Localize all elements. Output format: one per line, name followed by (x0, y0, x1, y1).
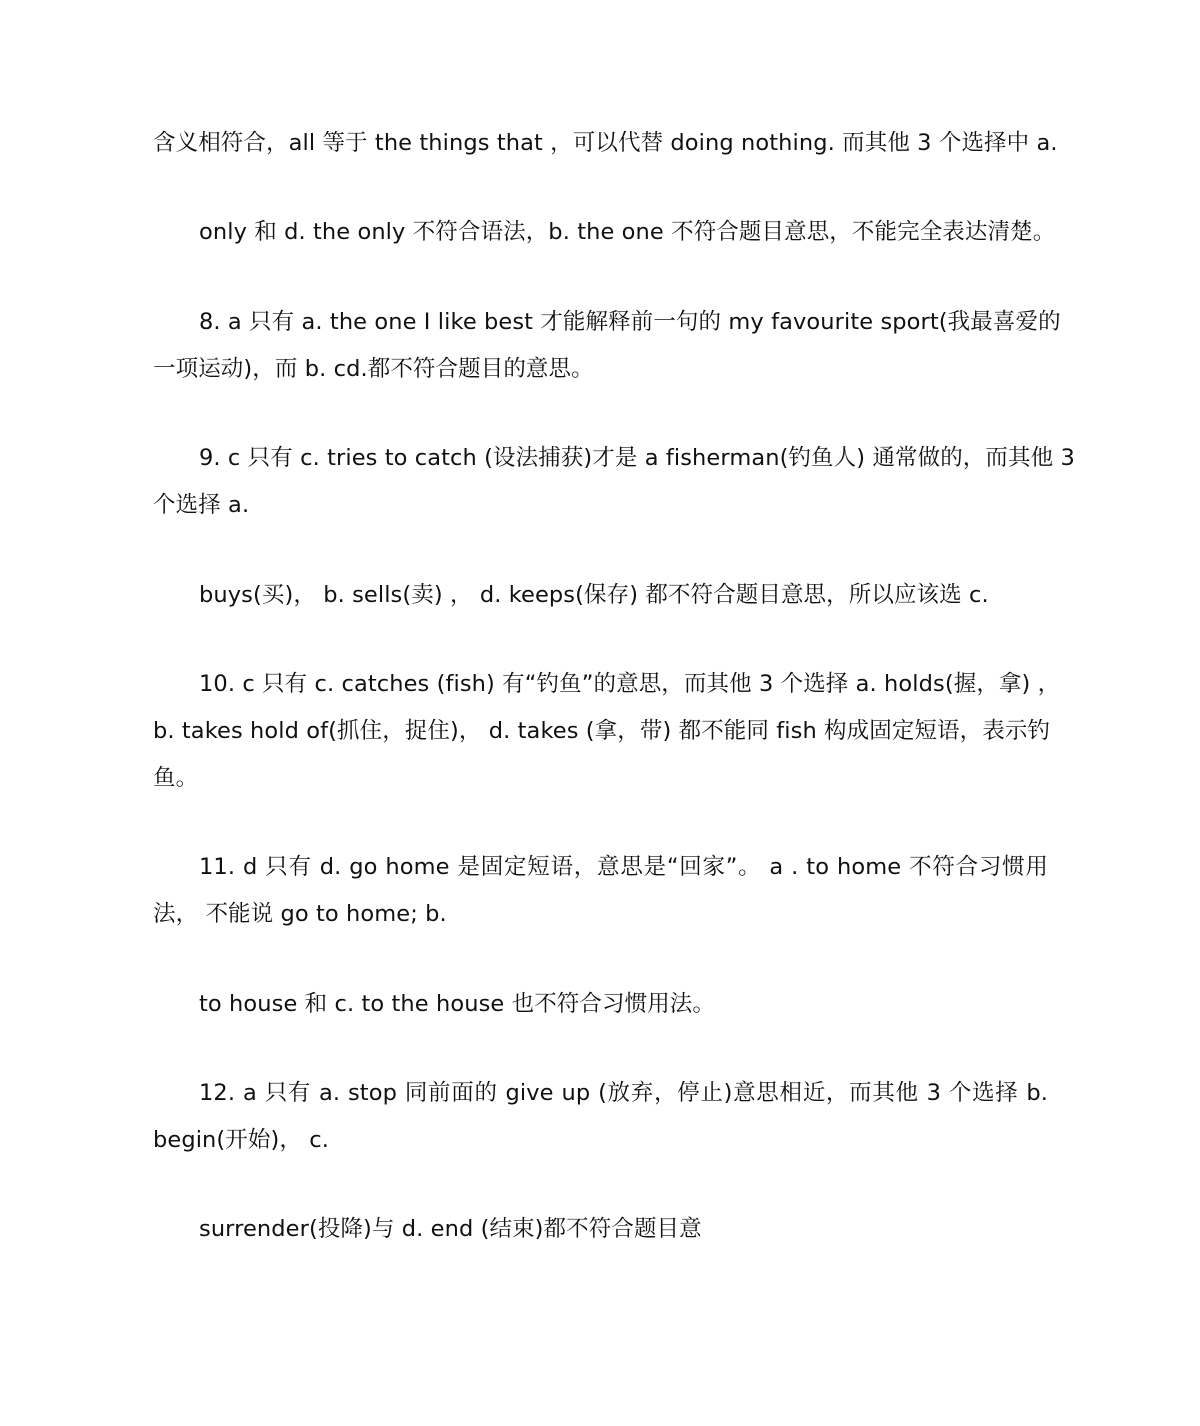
text-line-3: 8. a 只有 a. the one I like best 才能解释前一句的 my favourite sport(我最喜爱的 (199, 309, 1061, 335)
text-line-5: 9. c 只有 c. tries to catch (设法捕获)才是 a fisherman(钓鱼人) 通常做的，而其他 3 (199, 445, 1075, 471)
text-line-9: b. takes hold of(抓住，捉住)， d. takes (拿，带) 都不能同 fish 构成固定短语，表示钓 (153, 718, 1051, 744)
text-line-6: 个选择 a. (153, 492, 250, 518)
text-line-14: 12. a 只有 a. stop 同前面的 give up (放弃，停止)意思相近，而其他 3 个选择 b. (199, 1080, 1048, 1106)
text-line-13: to house 和 c. to the house 也不符合习惯用法。 (199, 991, 715, 1017)
text-line-8: 10. c 只有 c. catches (fish) 有“钓鱼”的意思，而其他 3 个选择 a. holds(握，拿) ， (199, 671, 1061, 697)
text-line-7: buys(买)， b. sells(卖) ， d. keeps(保存) 都不符合题目意思，所以应该选 c. (199, 582, 989, 608)
text-line-12: 法， 不能说 go to home; b. (153, 901, 447, 927)
text-line-2: only 和 d. the only 不符合语法，b. the one 不符合题目意思，不能完全表达清楚。 (199, 219, 1056, 245)
text-line-10: 鱼。 (153, 765, 199, 791)
text-line-4: 一项运动)，而 b. cd.都不符合题目的意思。 (153, 356, 594, 382)
text-line-1: 含义相符合，all 等于 the things that ，可以代替 doing nothing. 而其他 3 个选择中 a. (153, 130, 1058, 156)
text-line-15: begin(开始)， c. (153, 1127, 329, 1153)
text-line-16: surrender(投降)与 d. end (结束)都不符合题目意 (199, 1216, 702, 1242)
text-line-11: 11. d 只有 d. go home 是固定短语，意思是“回家”。 a . to home 不符合习惯用 (199, 854, 1048, 880)
